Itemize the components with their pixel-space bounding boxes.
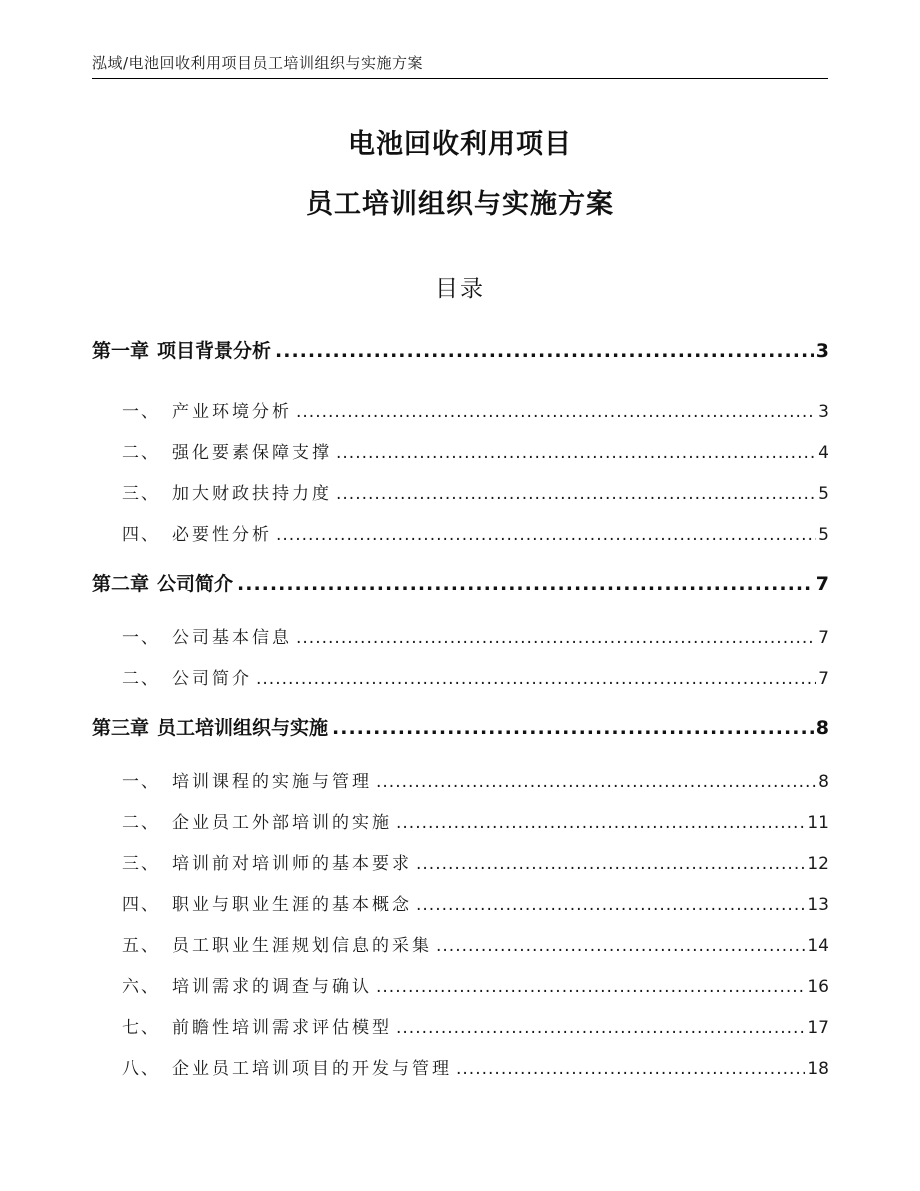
- toc-entry-number: 第二章: [92, 573, 150, 595]
- toc-entry-page: 4: [818, 443, 829, 463]
- toc-entry-page: 5: [818, 484, 829, 504]
- toc-entry-label: 公司简介: [172, 669, 252, 689]
- toc-entry-label: 培训前对培训师的基本要求: [172, 854, 412, 874]
- toc-entry-label: 加大财政扶持力度: [172, 484, 332, 504]
- toc-entry-label: 职业与职业生涯的基本概念: [172, 895, 412, 915]
- toc-entry-section-3-4[interactable]: [92, 890, 829, 915]
- toc-dot-leader: [416, 854, 805, 874]
- toc-entry-label: 培训需求的调查与确认: [172, 977, 372, 997]
- toc-dot-leader: [436, 936, 805, 956]
- toc-entry-label: 公司基本信息: [172, 628, 292, 648]
- toc-entry-label: 必要性分析: [172, 525, 272, 545]
- toc-entry-number: 二、: [122, 813, 160, 833]
- document-title-line-2: 员工培训组织与实施方案: [306, 189, 614, 220]
- toc-entry-number: 一、: [122, 628, 160, 648]
- toc-entry-number: 七、: [122, 1018, 160, 1038]
- toc-entry-number: 六、: [122, 977, 160, 997]
- toc-dot-leader: [275, 340, 814, 362]
- toc-entry-number: 四、: [122, 895, 160, 915]
- toc-heading: 目录: [435, 276, 485, 302]
- toc-entry-page: 5: [818, 525, 829, 545]
- toc-entry-chapter-3[interactable]: [92, 713, 829, 740]
- toc-entry-section-1-2[interactable]: [92, 438, 829, 463]
- toc-entry-label: 培训课程的实施与管理: [172, 772, 372, 792]
- toc-dot-leader: [296, 402, 816, 422]
- toc-entry-page: 8: [818, 772, 829, 792]
- toc-entry-number: 二、: [122, 669, 160, 689]
- toc-entry-page: 3: [815, 340, 829, 362]
- toc-entry-number: 五、: [122, 936, 160, 956]
- toc-entry-section-2-2[interactable]: [92, 664, 829, 689]
- toc-entry-page: 11: [807, 813, 829, 833]
- toc-dot-leader: [336, 484, 816, 504]
- toc-entry-label: 员工培训组织与实施: [157, 717, 329, 739]
- toc-entry-number: 二、: [122, 443, 160, 463]
- toc-entry-page: 13: [807, 895, 829, 915]
- toc-entry-section-3-6[interactable]: [92, 972, 829, 997]
- toc-entry-section-3-7[interactable]: [92, 1013, 829, 1038]
- toc-entry-page: 14: [807, 936, 829, 956]
- toc-entry-page: 7: [818, 628, 829, 648]
- toc-entry-number: 第一章: [92, 340, 150, 362]
- toc-entry-chapter-2[interactable]: [92, 569, 829, 596]
- toc-dot-leader: [396, 1018, 805, 1038]
- toc-dot-leader: [237, 573, 814, 595]
- document-title-line-1: 电池回收利用项目: [348, 129, 572, 160]
- toc-entry-section-1-4[interactable]: [92, 520, 829, 545]
- toc-entry-number: 四、: [122, 525, 160, 545]
- toc-entry-label: 公司简介: [157, 573, 234, 595]
- toc-entry-section-3-1[interactable]: [92, 767, 829, 792]
- toc-entry-number: 三、: [122, 854, 160, 874]
- toc-dot-leader: [416, 895, 805, 915]
- toc-dot-leader: [456, 1059, 805, 1079]
- toc-dot-leader: [376, 977, 805, 997]
- toc-entry-page: 7: [818, 669, 829, 689]
- toc-entry-number: 一、: [122, 402, 160, 422]
- toc-dot-leader: [332, 717, 814, 739]
- toc-entry-page: 3: [818, 402, 829, 422]
- toc-entry-label: 前瞻性培训需求评估模型: [172, 1018, 392, 1038]
- toc-entry-section-3-8[interactable]: [92, 1054, 829, 1079]
- toc-entry-section-3-5[interactable]: [92, 931, 829, 956]
- toc-entry-number: 八、: [122, 1059, 160, 1079]
- toc-entry-page: 12: [807, 854, 829, 874]
- toc-dot-leader: [336, 443, 816, 463]
- toc-entry-page: 8: [815, 717, 829, 739]
- toc-entry-section-3-2[interactable]: [92, 808, 829, 833]
- toc-entry-page: 16: [807, 977, 829, 997]
- toc-entry-number: 第三章: [92, 717, 150, 739]
- toc-entry-label: 项目背景分析: [157, 340, 272, 362]
- toc-entry-section-3-3[interactable]: [92, 849, 829, 874]
- toc-entry-chapter-1[interactable]: [92, 336, 829, 363]
- header-rule: [92, 78, 828, 79]
- toc-dot-leader: [256, 669, 816, 689]
- toc-entry-label: 强化要素保障支撑: [172, 443, 332, 463]
- toc-entry-label: 企业员工培训项目的开发与管理: [172, 1059, 452, 1079]
- toc-entry-number: 三、: [122, 484, 160, 504]
- toc-entry-page: 7: [815, 573, 829, 595]
- running-header: 泓域/电池回收利用项目员工培训组织与实施方案: [92, 54, 424, 72]
- toc-entry-section-2-1[interactable]: [92, 623, 829, 648]
- toc-dot-leader: [276, 525, 816, 545]
- toc-entry-page: 18: [807, 1059, 829, 1079]
- toc-entry-label: 产业环境分析: [172, 402, 292, 422]
- toc-dot-leader: [296, 628, 816, 648]
- toc-entry-section-1-1[interactable]: [92, 397, 829, 422]
- toc-entry-number: 一、: [122, 772, 160, 792]
- toc-dot-leader: [376, 772, 816, 792]
- toc-dot-leader: [396, 813, 805, 833]
- toc-entry-label: 企业员工外部培训的实施: [172, 813, 392, 833]
- toc-entry-label: 员工职业生涯规划信息的采集: [172, 936, 432, 956]
- toc-entry-page: 17: [807, 1018, 829, 1038]
- toc-entry-section-1-3[interactable]: [92, 479, 829, 504]
